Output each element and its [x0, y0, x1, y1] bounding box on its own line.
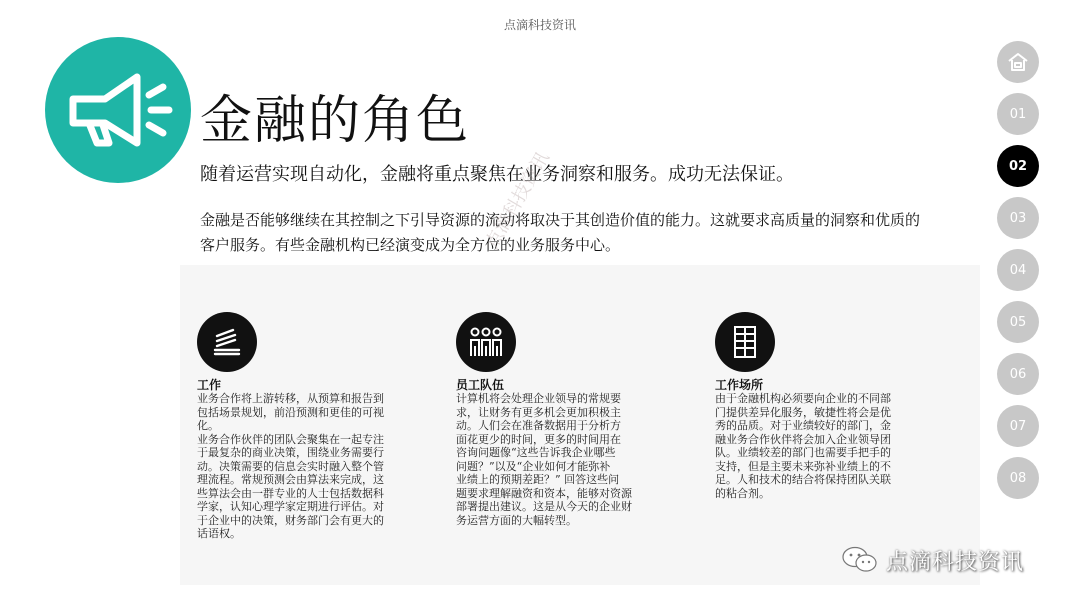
corner-watermark-text: 点滴科技资讯 [886, 549, 1025, 575]
card-icon-circle [715, 312, 775, 372]
building-icon [715, 312, 775, 372]
card-icon-circle [197, 312, 257, 372]
nav-item-05[interactable]: 05 [997, 301, 1039, 343]
card-work [197, 312, 437, 541]
card-title: 工作场所 [715, 378, 764, 392]
card-workforce [456, 312, 696, 527]
diagonal-watermark: 点滴科技资讯 [481, 148, 554, 253]
layers-icon [197, 312, 257, 372]
card-title: 员工队伍 [456, 378, 505, 392]
card-body: 由于金融机构必须要向企业的不同部 门提供差异化服务，敏捷性将会是优 秀的品质。对于业绩较好的部门，金 融业务合作伙伴将会加入企业领导团 队。业绩较差的部门也需要手把手的 支持，但是主要未来弥补业绩上的不 足。人和技术的结合将保持团队关联 的粘合剂。 [715, 392, 891, 500]
home-icon [1006, 50, 1030, 74]
nav-item-06[interactable]: 06 [997, 353, 1039, 395]
nav-item-07[interactable]: 07 [997, 405, 1039, 447]
wechat-icon [840, 544, 880, 576]
nav-item-08[interactable]: 08 [997, 457, 1039, 499]
card-title: 工作 [197, 378, 222, 392]
megaphone-icon [45, 37, 191, 183]
nav-item-04[interactable]: 04 [997, 249, 1039, 291]
corner-watermark [840, 540, 1024, 580]
card-body: 计算机将会处理企业领导的常规要 求，让财务有更多机会更加积极主 动。人们会在准备数据用于分析方 面花更少的时间，更多的时间用在 咨询问题像“这些告诉我企业哪些 问题？”以及“企业如何才能弥补 业绩上的预期差距？” 回答这些问 题要求理解融资和资本，能够对资源 部署提出建议。这是从今天的企业财 务运营方面的大幅转型。 [456, 392, 632, 527]
card-body: 业务合作将上游转移，从预算和报告到 包括场景规划，前沿预测和更佳的可视 化。 业务合作伙伴的团队会聚集在一起专注 于最复杂的商业决策，围绕业务需要行 动。决策需要的信息会实时融入整个管 理流程。常规预测会由算法来完成，这 些算法会由一群专业的人士包括数据科 学家，认知心理学家定期进行评估。对 于企业中的决策，财务部门会有更大的 话语权。 [197, 392, 384, 540]
card-icon-circle [456, 312, 516, 372]
page-subtitle: 随着运营实现自动化，金融将重点聚焦在业务洞察和服务。成功无法保证。 [200, 164, 794, 185]
intro-paragraph: 金融是否能够继续在其控制之下引导资源的流动将取决于其创造价值的能力。这就要求高质量的洞察和优质的客户服务。有些金融机构已经演变成为全方位的业务服务中心。 [200, 211, 921, 254]
header-source: 点滴科技资讯 [503, 18, 576, 32]
hero-badge [45, 37, 191, 183]
nav-home-button[interactable] [997, 41, 1039, 83]
nav-item-03[interactable]: 03 [997, 197, 1039, 239]
card-workplace [715, 312, 955, 500]
nav-item-01[interactable]: 01 [997, 93, 1039, 135]
slide-nav [997, 41, 1039, 509]
nav-item-02[interactable]: 02 [997, 145, 1039, 187]
people-icon [456, 312, 516, 372]
page-title: 金融的角色 [200, 91, 471, 151]
